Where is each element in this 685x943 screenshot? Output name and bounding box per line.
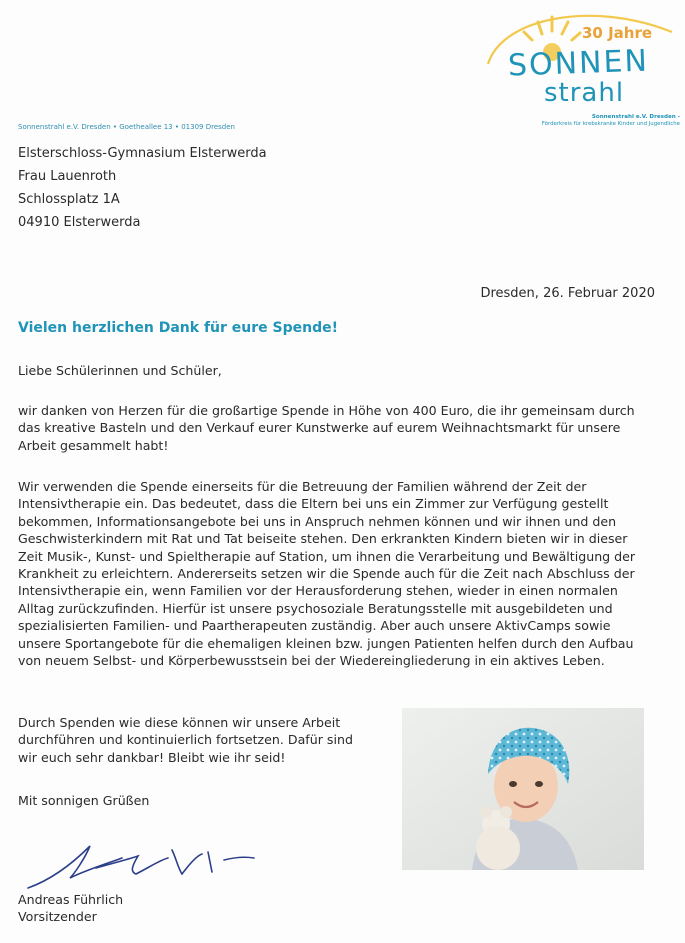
letter-date: Dresden, 26. Februar 2020	[480, 286, 655, 301]
signer-role: Vorsitzender	[18, 909, 97, 924]
salutation: Liebe Schülerinnen und Schüler,	[18, 363, 222, 378]
sonnenstrahl-logo	[482, 4, 682, 130]
body-paragraph-1: wir danken von Herzen für die großartige Spende in Höhe von 400 Euro, die ihr gemeinsam durch das kreative Basteln und den Verkauf eurer Kunstwerke auf eurem Weihnachtsmarkt für unsere Arbeit gesammelt habt!	[18, 403, 635, 453]
recipient-line-3: Schlossplatz 1A	[18, 192, 120, 207]
child-photo	[402, 708, 644, 870]
recipient-line-1: Elsterschloss-Gymnasium Elsterwerda	[18, 146, 267, 161]
closing-line: Mit sonnigen Grüßen	[18, 793, 150, 808]
sender-address-line: Sonnenstrahl e.V. Dresden • Goetheallee 13 • 01309 Dresden	[18, 123, 235, 131]
recipient-line-2: Frau Lauenroth	[18, 169, 117, 184]
recipient-line-4: 04910 Elsterwerda	[18, 215, 141, 230]
logo-subtitle: Förderkreis für krebskranke Kinder und Jugendliche	[541, 121, 680, 127]
handwritten-signature	[26, 838, 258, 894]
logo-anniversary: 30 Jahre	[582, 24, 653, 42]
signer-name: Andreas Führlich	[18, 892, 124, 907]
logo-wordmark-top: SONNEN	[507, 43, 650, 84]
body-paragraph-3: Durch Spenden wie diese können wir unsere Arbeit durchführen und kontinuierlich fortsetzen. Dafür sind wir euch sehr dankbar! Bleibt wie ihr seid!	[18, 715, 353, 765]
letter-heading: Vielen herzlichen Dank für eure Spende!	[18, 320, 338, 336]
logo-org-name: Sonnenstrahl e.V. Dresden -	[591, 114, 680, 120]
body-paragraph-2: Wir verwenden die Spende einerseits für die Betreuung der Familien während der Zeit der Intensivtherapie ein. Das bedeutet, dass die Eltern bei uns ein Zimmer zur Verfügung gestellt bekommen, Informationsangebote bei uns in Anspruch nehmen können und wir ihnen und den Geschwisterkindern mit Rat und Tat beiseite stehen. Den erkrankten Kindern bieten wir in dieser Zeit Musik-, Kunst- und Spieltherapie auf Station, um ihnen die Verarbeitung und Bewältigung der Krankheit zu erleichtern. Andererseits setzen wir die Spende auch für die Zeit nach Abschluss der Intensivtherapie ein, wenn Familien vor der Herausforderung stehen, wieder in einen normalen Alltag zurückzufinden. Hierfür ist unsere psychosoziale Beratungsstelle mit ausgebildeten und spezialisierten Familien- und Paartherapeuten zuständig. Aber auch unsere AktivCamps sowie unsere Sportangebote für die ehemaligen kleinen bzw. jungen Patienten helfen durch den Aufbau von neuem Selbst- und Körperbewusstsein bei der Wiedereingliederung in ein aktives Leben.	[18, 479, 636, 669]
logo-wordmark-bottom: strahl	[544, 78, 625, 108]
